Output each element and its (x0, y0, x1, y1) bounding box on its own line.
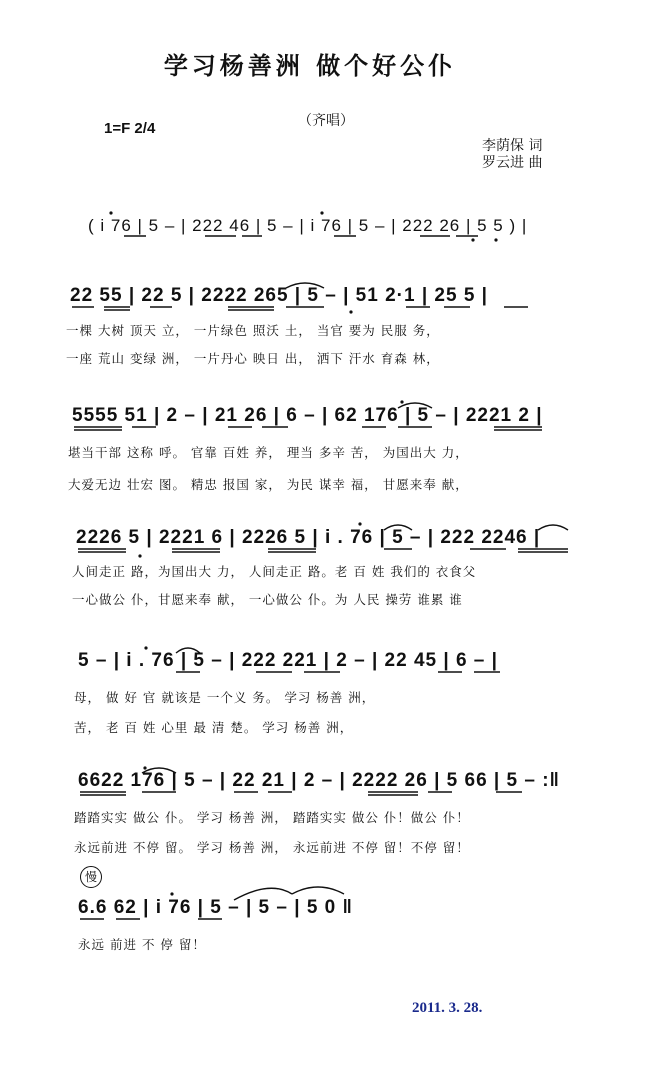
slur-mark (234, 888, 292, 900)
slur-mark (176, 648, 200, 653)
lyric-line-5-verse-2: 永远前进 不停 留。 学习 杨善 洲， 永远前进 不停 留！不停 留！ (74, 840, 470, 855)
lyric-line-4-verse-2: 苦， 老 百 姓 心里 最 清 楚。 学习 杨善 洲， (74, 720, 354, 735)
key-signature: 1=F 2/4 (104, 120, 156, 137)
octave-dot (349, 310, 352, 313)
octave-dot (144, 646, 147, 649)
notation-line-2: 5555 51 | 2 – | 21 26 | 6 – | 62 176 | 5 – | 2221 2 | (72, 405, 543, 426)
lyric-line-4-verse-1: 母， 做 好 官 就该是 一个义 务。 学习 杨善 洲， (74, 690, 376, 705)
octave-dot (494, 238, 497, 241)
lyric-line-1-verse-1: 一棵 大树 顶天 立， 一片绿色 照沃 土， 当官 要为 民服 务， (66, 323, 440, 338)
page-title: 学习杨善洲 做个好公仆 (163, 52, 457, 80)
octave-dot (170, 892, 173, 895)
lyric-line-5-verse-1: 踏踏实实 做公 仆。 学习 杨善 洲， 踏踏实实 做公 仆！做公 仆！ (74, 810, 470, 825)
performance-note: （齐唱） (298, 113, 354, 129)
octave-dot (358, 522, 361, 525)
lyricist-credit: 李荫保 词 (482, 138, 543, 154)
lyric-line-2-verse-1: 堪当干部 这称 呼。 官靠 百姓 养， 理当 多辛 苦， 为国出大 力， (68, 445, 469, 460)
tempo-slow-mark: 慢 (80, 866, 102, 888)
octave-dot (138, 554, 141, 557)
lyric-line-3-verse-1: 人间走正 路，为国出大 力， 人间走正 路。老 百 姓 我们的 衣食父 (72, 564, 477, 579)
lyric-line-1-verse-2: 一座 荒山 变绿 洲， 一片丹心 映日 出， 洒下 汗水 育森 林， (66, 351, 440, 366)
notation-line-1: 22 55 | 22 5 | 2222 265 | 5 – | 51 2·1 | 25 5 | (70, 285, 489, 306)
intro-notation: ( i 76 | 5 – | 222 46 | 5 – | i 76 | 5 – | 222 26 | 5 5 ) | (88, 216, 528, 235)
slur-mark (538, 525, 568, 530)
octave-dot (320, 211, 323, 214)
octave-dot (109, 211, 112, 214)
notation-line-5: 6622 176 | 5 – | 22 21 | 2 – | 2222 26 | 5 66 | 5 – :‖ (78, 770, 560, 791)
notation-line-6: 6.6 62 | i 76 | 5 – | 5 – | 5 0 ‖ (78, 897, 353, 918)
octave-dot (471, 238, 474, 241)
slur-mark (398, 403, 432, 408)
composer-credit: 罗云进 曲 (482, 155, 543, 171)
octave-dot (143, 766, 146, 769)
lyric-line-3-verse-2: 一心做公 仆，甘愿来奉 献， 一心做公 仆。为 人民 操劳 谁累 谁 (72, 592, 463, 607)
slur-mark (142, 768, 176, 773)
notation-line-3: 2226 5 | 2221 6 | 2226 5 | i . 76 | 5 – | 222 2246 | (76, 527, 541, 548)
slur-mark (286, 283, 324, 288)
slur-mark (384, 525, 412, 530)
notation-line-4: 5 – | i . 76 | 5 – | 222 221 | 2 – | 22 45 | 6 – | (78, 650, 498, 671)
lyric-line-6-verse-1: 永远 前进 不 停 留！ (78, 937, 206, 952)
octave-dot (400, 400, 403, 403)
slur-mark (292, 887, 344, 894)
date-stamp: 2011. 3. 28. (412, 1000, 483, 1016)
lyric-line-2-verse-2: 大爱无边 壮宏 图。 精忠 报国 家， 为民 谋幸 福， 甘愿来奉 献， (68, 477, 469, 492)
